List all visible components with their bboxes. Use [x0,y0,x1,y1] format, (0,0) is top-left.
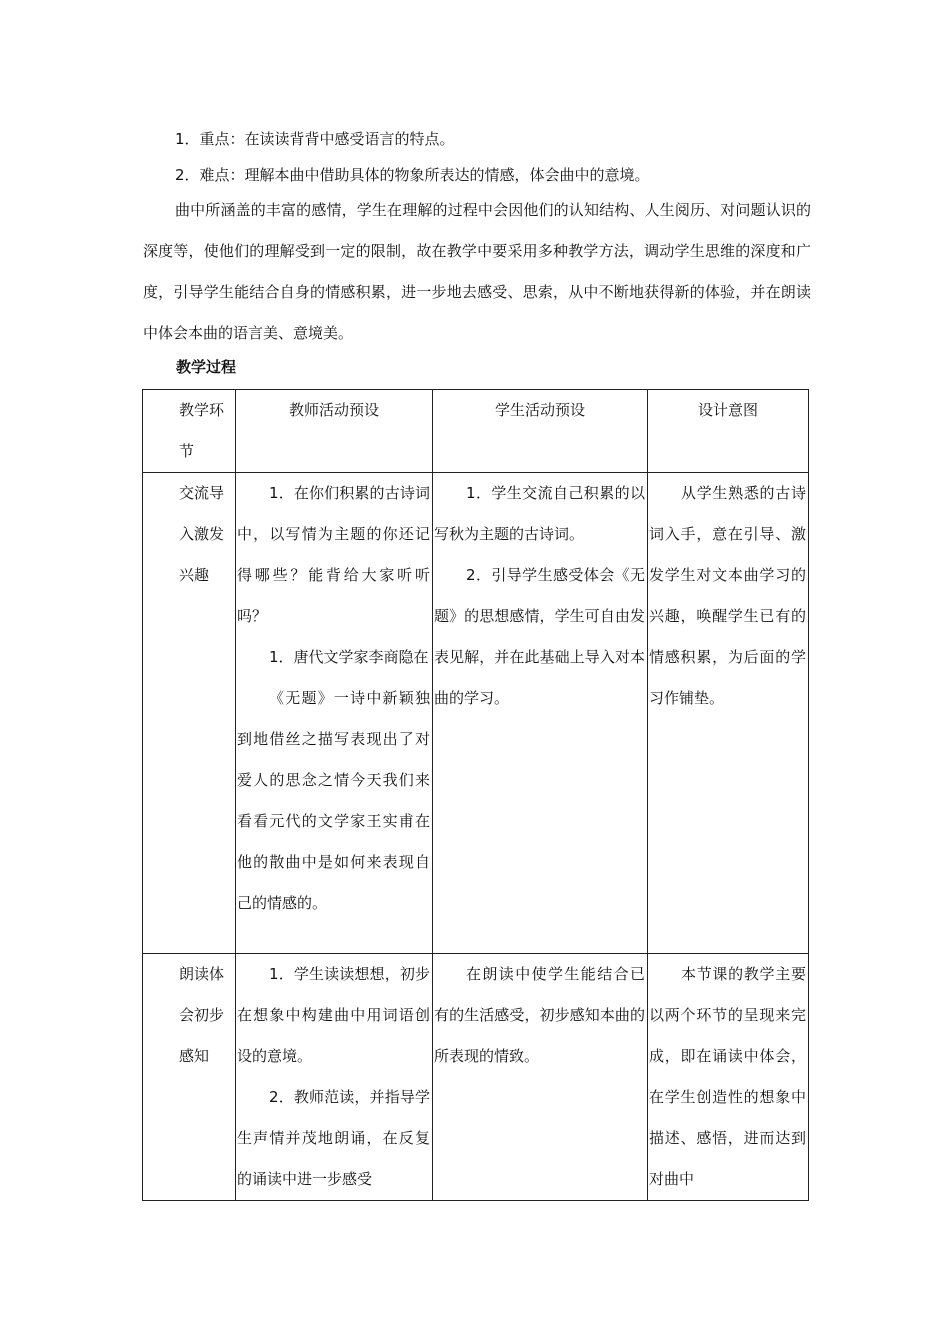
table-header-row [143,390,809,473]
header-stage: 教学环节 [143,390,236,473]
intro-paragraph: 曲中所涵盖的丰富的感情，学生在理解的过程中会因他们的认知结构、人生阅历、对问题认识的深度等，使他们的理解受到一定的限制，故在教学中要采用多种教学方法，调动学生思维的深度和广度，引导学生能结合自身的情感积累，进一步地去感受、思索，从中不断地获得新的体验，并在朗读中体会本曲的语言美、意境美。 [143,201,811,342]
header-teacher: 教师活动预设 [236,390,433,473]
teacher-cell: 1．学生读读想想，初步在想象中构建曲中用词语创设的意境。 2．教师范读，并指导学生声情并茂地朗诵，在反复的诵读中进一步感受 [236,954,433,1201]
focus-point-difficulty: 2．难点：理解本曲中借助具体的物象所表达的情感，体会曲中的意境。 [175,166,650,184]
intent-cell: 本节课的教学主要以两个环节的呈现来完成，即在诵读中体会，在学生创造性的想象中描述、感悟，进而达到对曲中 [648,954,809,1201]
section-title: 教学过程 [176,358,237,376]
stage-cell: 交流导入激发兴趣 [143,473,236,954]
header-student: 学生活动预设 [433,390,648,473]
table-row [143,954,809,1201]
lesson-process-table [142,389,809,1201]
student-cell: 在朗读中使学生能结合已有的生活感受，初步感知本曲的所表现的情致。 [433,954,648,1201]
intent-cell: 从学生熟悉的古诗词入手，意在引导、激发学生对文本曲学习的兴趣，唤醒学生已有的情感积累，为后面的学习作铺垫。 [648,473,809,954]
header-intent: 设计意图 [648,390,809,473]
student-cell: 1．学生交流自己积累的以写秋为主题的古诗词。 2．引导学生感受体会《无题》的思想感情，学生可自由发表见解，并在此基础上导入对本曲的学习。 [433,473,648,954]
teacher-cell: 1．在你们积累的古诗词中，以写情为主题的你还记得哪些？能背给大家听听吗？ 1．唐代文学家李商隐在 《无题》一诗中新颖独到地借丝之描写表现出了对爱人的思念之情今天我们来看看元代的文学家王实甫在他的散曲中是如何来表现自己的情感的。 [236,473,433,954]
table-row [143,473,809,954]
stage-cell: 朗读体会初步感知 [143,954,236,1201]
focus-point-key: 1．重点：在读读背背中感受语言的特点。 [175,130,455,148]
